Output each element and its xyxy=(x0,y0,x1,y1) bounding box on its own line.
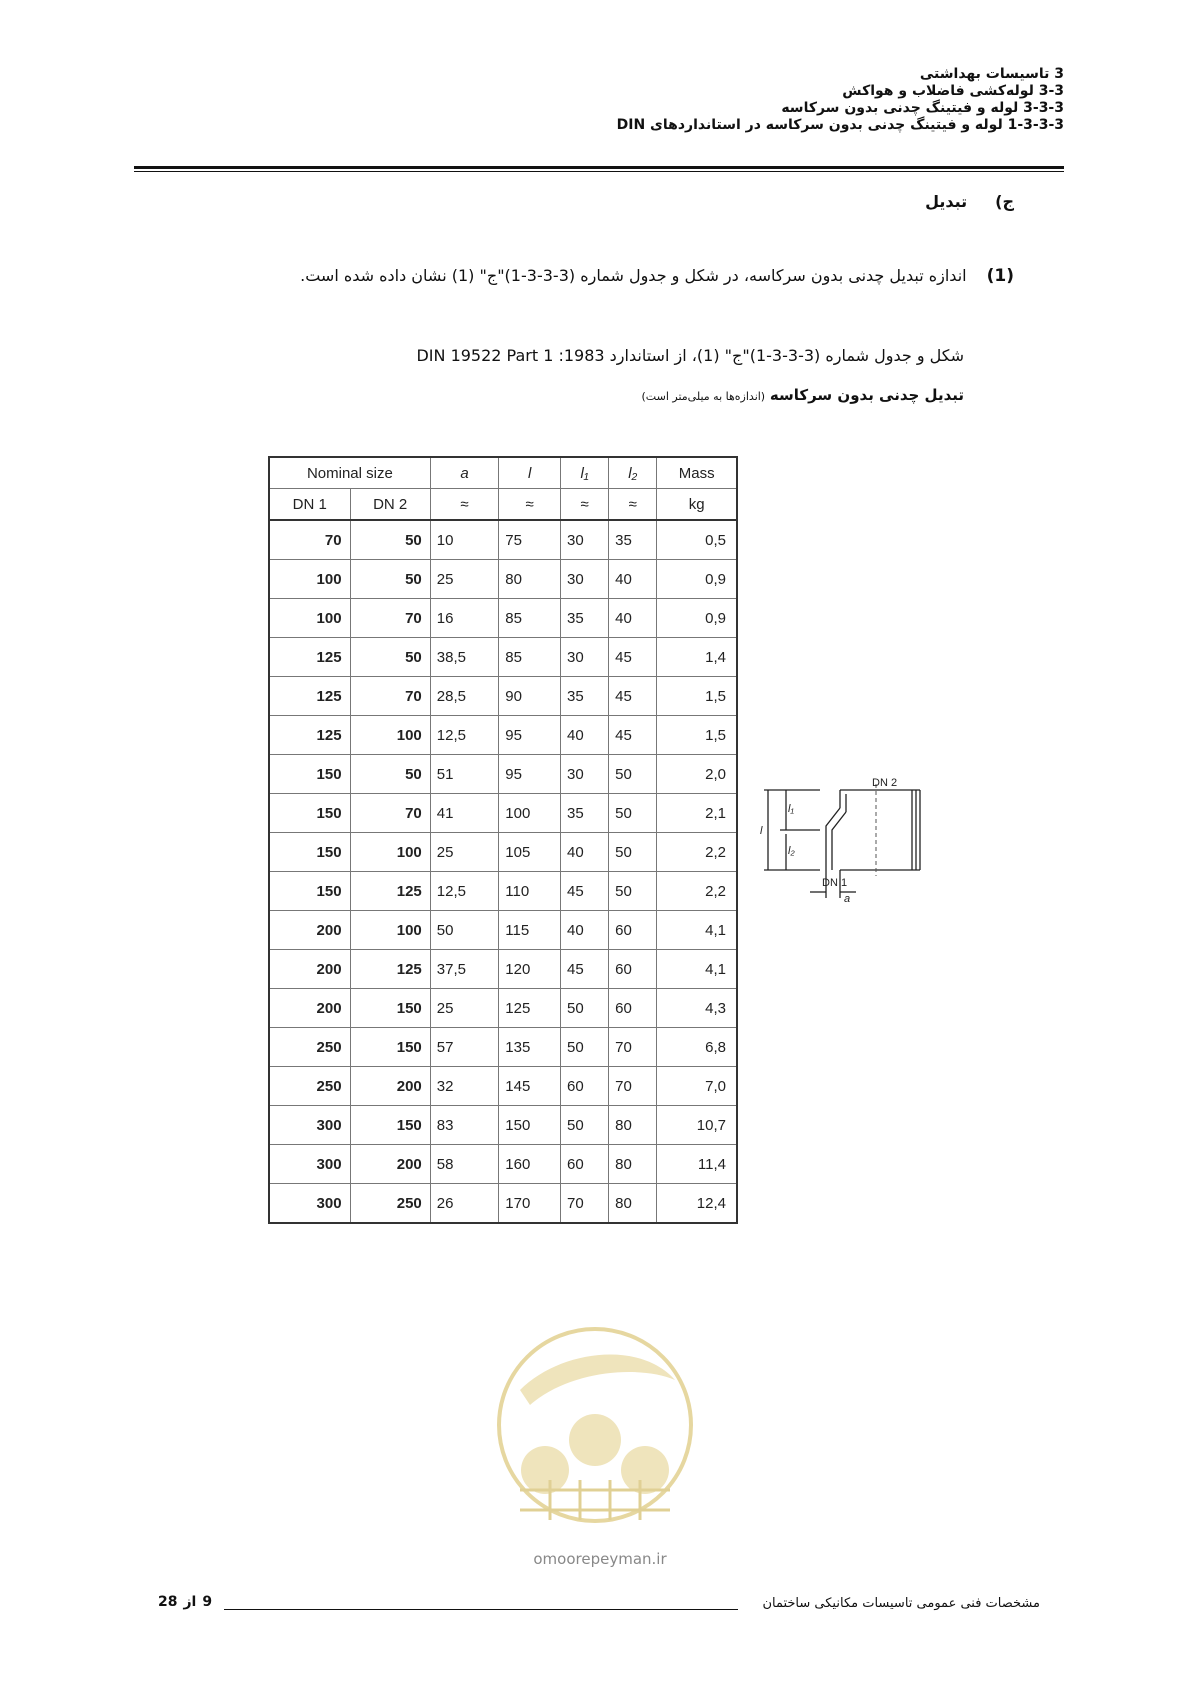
cell-dn1: 300 xyxy=(269,1106,350,1145)
cell-l: 105 xyxy=(499,833,561,872)
cell-l1: 40 xyxy=(561,911,609,950)
cell-mass: 2,2 xyxy=(657,872,737,911)
label-dn2: DN 2 xyxy=(872,778,898,789)
paragraph-number: (1) xyxy=(986,266,1014,286)
watermark-logo xyxy=(490,1320,700,1550)
table-row xyxy=(269,1067,737,1106)
cell-dn2: 70 xyxy=(350,599,430,638)
dimension-table xyxy=(268,456,738,1224)
header-approx: ≈ xyxy=(499,489,561,521)
cell-mass: 4,1 xyxy=(657,950,737,989)
footer-title: مشخصات فنی عمومی تاسیسات مکانیکی ساختمان xyxy=(762,1596,1040,1611)
cell-dn1: 150 xyxy=(269,833,350,872)
cell-l2: 50 xyxy=(609,794,657,833)
cell-dn1: 150 xyxy=(269,755,350,794)
table-row xyxy=(269,677,737,716)
cell-a: 50 xyxy=(430,911,499,950)
cell-dn1: 300 xyxy=(269,1145,350,1184)
cell-dn2: 50 xyxy=(350,755,430,794)
cell-l: 150 xyxy=(499,1106,561,1145)
table-row xyxy=(269,716,737,755)
cell-dn1: 200 xyxy=(269,950,350,989)
table-row xyxy=(269,989,737,1028)
cell-l: 95 xyxy=(499,716,561,755)
page-total: 28 xyxy=(158,1594,178,1610)
label-l2: l₂ xyxy=(788,845,795,857)
cell-dn1: 200 xyxy=(269,911,350,950)
cell-a: 28,5 xyxy=(430,677,499,716)
cell-l: 85 xyxy=(499,638,561,677)
table-row xyxy=(269,755,737,794)
cell-a: 51 xyxy=(430,755,499,794)
cell-a: 58 xyxy=(430,1145,499,1184)
cell-l: 100 xyxy=(499,794,561,833)
cell-mass: 0,9 xyxy=(657,599,737,638)
cell-dn2: 125 xyxy=(350,950,430,989)
cell-l2: 70 xyxy=(609,1067,657,1106)
header-l2: l₂ xyxy=(609,457,657,489)
cell-l: 85 xyxy=(499,599,561,638)
cell-dn2: 70 xyxy=(350,794,430,833)
table-row xyxy=(269,1184,737,1224)
cell-a: 12,5 xyxy=(430,716,499,755)
table-row xyxy=(269,833,737,872)
cell-l1: 50 xyxy=(561,1028,609,1067)
table-row xyxy=(269,794,737,833)
page-number xyxy=(158,1594,212,1610)
table-row xyxy=(269,911,737,950)
table-row xyxy=(269,1145,737,1184)
header-l: l xyxy=(499,457,561,489)
cell-l: 95 xyxy=(499,755,561,794)
cell-mass: 0,5 xyxy=(657,520,737,560)
cell-dn2: 70 xyxy=(350,677,430,716)
cell-l1: 40 xyxy=(561,716,609,755)
cell-l2: 50 xyxy=(609,872,657,911)
cell-mass: 11,4 xyxy=(657,1145,737,1184)
header-l1: l₁ xyxy=(561,457,609,489)
paragraph-text: اندازه تبدیل چدنی بدون سرکاسه، در شکل و جدول شماره (3-3-3-1)"ج" (1) نشان داده شده است. xyxy=(300,266,967,285)
cell-a: 41 xyxy=(430,794,499,833)
cell-mass: 1,4 xyxy=(657,638,737,677)
figure-caption: شکل و جدول شماره (3-3-3-1)"ج" (1)، از استاندارد DIN 19522 Part 1 :1983 xyxy=(416,346,964,365)
cell-a: 26 xyxy=(430,1184,499,1224)
header-rule-thin xyxy=(134,171,1064,172)
cell-l: 170 xyxy=(499,1184,561,1224)
cell-dn2: 200 xyxy=(350,1145,430,1184)
label-dn1: DN 1 xyxy=(822,877,848,889)
table-row xyxy=(269,872,737,911)
cell-l2: 80 xyxy=(609,1184,657,1224)
cell-dn2: 150 xyxy=(350,989,430,1028)
table-row xyxy=(269,1028,737,1067)
figure-title-line xyxy=(642,386,964,404)
cell-l: 125 xyxy=(499,989,561,1028)
cell-mass: 1,5 xyxy=(657,716,737,755)
cell-l1: 50 xyxy=(561,989,609,1028)
cell-l2: 45 xyxy=(609,638,657,677)
cell-dn2: 100 xyxy=(350,911,430,950)
cell-dn1: 200 xyxy=(269,989,350,1028)
table-row xyxy=(269,1106,737,1145)
table-row xyxy=(269,638,737,677)
watermark-site: omoorepeyman.ir xyxy=(533,1550,667,1568)
table-row xyxy=(269,520,737,560)
cell-l2: 50 xyxy=(609,755,657,794)
cell-l: 90 xyxy=(499,677,561,716)
section-letter: ج) xyxy=(995,192,1014,211)
label-l: l xyxy=(760,825,763,837)
header-line-4: 1-3-3-3 لوله و فیتینگ چدنی بدون سرکاسه در استانداردهای DIN xyxy=(616,117,1064,133)
cell-l1: 30 xyxy=(561,638,609,677)
cell-l2: 70 xyxy=(609,1028,657,1067)
cell-mass: 4,3 xyxy=(657,989,737,1028)
cell-l: 145 xyxy=(499,1067,561,1106)
cell-dn2: 150 xyxy=(350,1028,430,1067)
cell-mass: 2,2 xyxy=(657,833,737,872)
header-rule-thick xyxy=(134,166,1064,169)
cell-a: 16 xyxy=(430,599,499,638)
cell-l1: 30 xyxy=(561,560,609,599)
cell-l: 110 xyxy=(499,872,561,911)
cell-l2: 35 xyxy=(609,520,657,560)
cell-dn1: 100 xyxy=(269,599,350,638)
cell-l1: 60 xyxy=(561,1067,609,1106)
cell-l1: 30 xyxy=(561,755,609,794)
cell-a: 25 xyxy=(430,989,499,1028)
section-title: تبدیل xyxy=(925,192,968,211)
header-line-3: 3-3-3 لوله و فیتینگ چدنی بدون سرکاسه xyxy=(781,100,1064,116)
label-l1: l₁ xyxy=(788,803,794,815)
cell-a: 57 xyxy=(430,1028,499,1067)
cell-l: 115 xyxy=(499,911,561,950)
cell-mass: 4,1 xyxy=(657,911,737,950)
page-of: از xyxy=(183,1594,197,1610)
cell-l: 75 xyxy=(499,520,561,560)
cell-a: 38,5 xyxy=(430,638,499,677)
cell-dn1: 125 xyxy=(269,638,350,677)
cell-dn1: 150 xyxy=(269,794,350,833)
cell-dn2: 100 xyxy=(350,833,430,872)
cell-dn1: 150 xyxy=(269,872,350,911)
document-header xyxy=(364,66,1064,134)
header-approx: ≈ xyxy=(561,489,609,521)
cell-mass: 2,0 xyxy=(657,755,737,794)
cell-l1: 60 xyxy=(561,1145,609,1184)
cell-a: 37,5 xyxy=(430,950,499,989)
cell-l1: 45 xyxy=(561,872,609,911)
cell-l: 120 xyxy=(499,950,561,989)
cell-a: 83 xyxy=(430,1106,499,1145)
cell-l1: 35 xyxy=(561,794,609,833)
cell-l2: 40 xyxy=(609,560,657,599)
header-nominal-size: Nominal size xyxy=(269,457,430,489)
header-approx: ≈ xyxy=(609,489,657,521)
cell-mass: 6,8 xyxy=(657,1028,737,1067)
page-current: 9 xyxy=(202,1594,213,1610)
cell-dn2: 150 xyxy=(350,1106,430,1145)
cell-l1: 70 xyxy=(561,1184,609,1224)
table-row xyxy=(269,560,737,599)
cell-mass: 2,1 xyxy=(657,794,737,833)
reducer-drawing xyxy=(760,778,940,918)
cell-l2: 45 xyxy=(609,677,657,716)
cell-l1: 35 xyxy=(561,599,609,638)
paragraph xyxy=(254,266,1014,286)
header-kg: kg xyxy=(657,489,737,521)
cell-mass: 0,9 xyxy=(657,560,737,599)
cell-l: 160 xyxy=(499,1145,561,1184)
cell-l2: 80 xyxy=(609,1145,657,1184)
cell-a: 10 xyxy=(430,520,499,560)
section-heading xyxy=(925,192,1014,211)
cell-dn1: 125 xyxy=(269,677,350,716)
cell-dn2: 200 xyxy=(350,1067,430,1106)
header-line-1: 3 تاسیسات بهداشتی xyxy=(919,66,1064,82)
header-dn2: DN 2 xyxy=(350,489,430,521)
header-mass: Mass xyxy=(657,457,737,489)
cell-mass: 12,4 xyxy=(657,1184,737,1224)
cell-l: 135 xyxy=(499,1028,561,1067)
cell-a: 12,5 xyxy=(430,872,499,911)
cell-l1: 35 xyxy=(561,677,609,716)
cell-dn1: 70 xyxy=(269,520,350,560)
table-row xyxy=(269,950,737,989)
cell-a: 32 xyxy=(430,1067,499,1106)
label-a: a xyxy=(844,893,851,905)
cell-dn1: 250 xyxy=(269,1067,350,1106)
footer-rule xyxy=(224,1609,738,1610)
cell-l2: 45 xyxy=(609,716,657,755)
cell-l: 80 xyxy=(499,560,561,599)
cell-l1: 50 xyxy=(561,1106,609,1145)
header-approx: ≈ xyxy=(430,489,499,521)
table-body xyxy=(269,520,737,1223)
cell-l2: 60 xyxy=(609,911,657,950)
cell-l2: 60 xyxy=(609,989,657,1028)
cell-dn2: 250 xyxy=(350,1184,430,1224)
table-row xyxy=(269,599,737,638)
cell-dn1: 300 xyxy=(269,1184,350,1224)
header-line-2: 3-3 لوله‌کشی فاضلاب و هواکش xyxy=(842,83,1064,99)
figure-title: تبدیل چدنی بدون سرکاسه xyxy=(769,386,964,404)
figure-unit-note: (اندازه‌ها به میلی‌متر است) xyxy=(641,390,766,403)
cell-dn2: 50 xyxy=(350,520,430,560)
cell-dn2: 50 xyxy=(350,560,430,599)
cell-l2: 80 xyxy=(609,1106,657,1145)
cell-mass: 10,7 xyxy=(657,1106,737,1145)
cell-l2: 60 xyxy=(609,950,657,989)
cell-a: 25 xyxy=(430,560,499,599)
cell-dn2: 125 xyxy=(350,872,430,911)
cell-dn1: 250 xyxy=(269,1028,350,1067)
cell-a: 25 xyxy=(430,833,499,872)
header-a: a xyxy=(430,457,499,489)
cell-l2: 40 xyxy=(609,599,657,638)
cell-mass: 7,0 xyxy=(657,1067,737,1106)
header-dn1: DN 1 xyxy=(269,489,350,521)
cell-l2: 50 xyxy=(609,833,657,872)
cell-l1: 30 xyxy=(561,520,609,560)
cell-dn2: 100 xyxy=(350,716,430,755)
cell-l1: 45 xyxy=(561,950,609,989)
cell-mass: 1,5 xyxy=(657,677,737,716)
cell-dn1: 100 xyxy=(269,560,350,599)
cell-dn1: 125 xyxy=(269,716,350,755)
cell-l1: 40 xyxy=(561,833,609,872)
cell-dn2: 50 xyxy=(350,638,430,677)
